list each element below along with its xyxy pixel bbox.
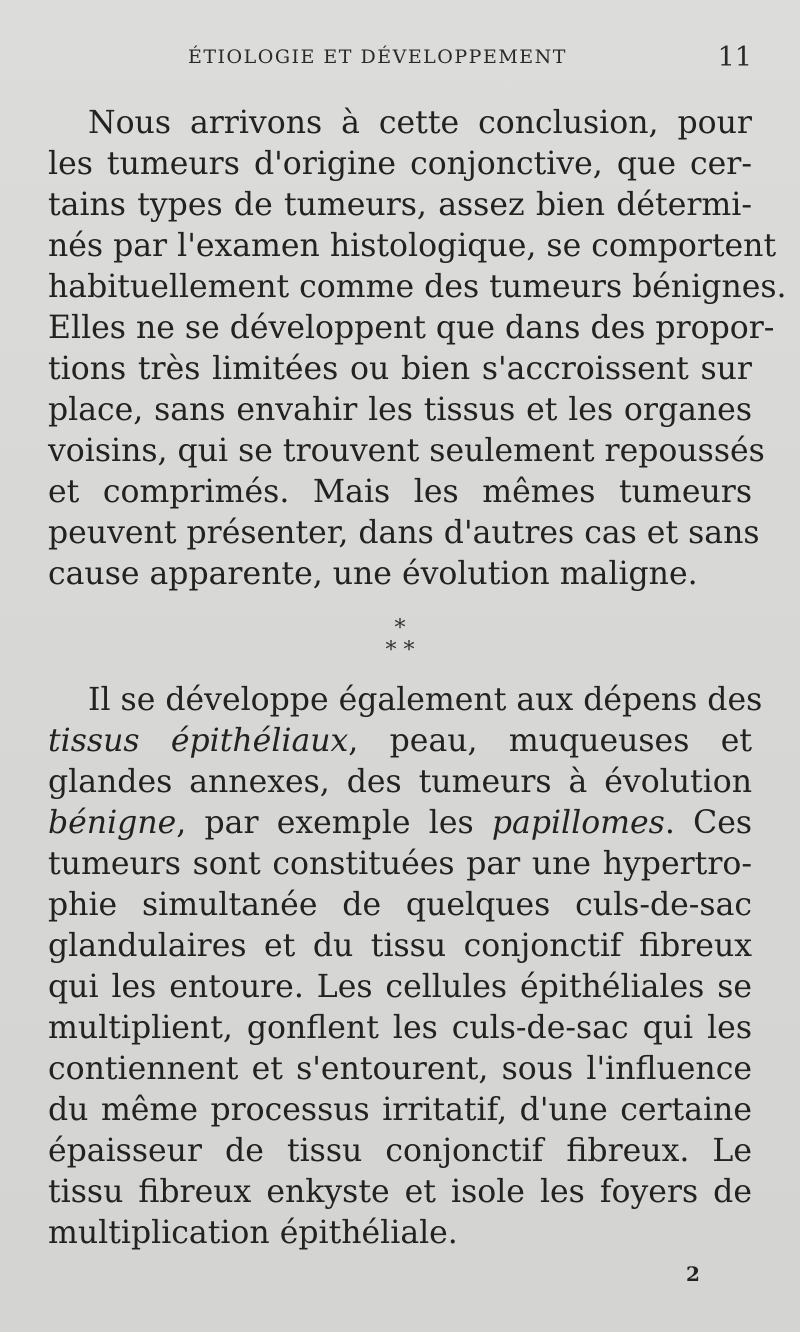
section-separator: [0, 618, 800, 662]
text-line: qui les entoure. Les cellules épithéliales se: [48, 969, 752, 1005]
text-line: cause apparente, une évolution maligne.: [48, 556, 698, 592]
text-line: et comprimés. Mais les mêmes tumeurs: [48, 474, 752, 510]
text-line: multiplication épithéliale.: [48, 1215, 458, 1251]
text-line: Il se développe également aux dépens des: [88, 682, 763, 718]
text-fragment: . Ces: [664, 805, 753, 841]
text-line: épaisseur de tissu conjonctif fibreux. Le: [48, 1133, 752, 1169]
text-line: nés par l'examen histologique, se comportent: [48, 228, 777, 264]
text-line: [48, 803, 752, 844]
text-line: tions très limitées ou bien s'accroissent sur: [48, 351, 752, 387]
text-line: les tumeurs d'origine conjonctive, que cer-: [48, 146, 752, 182]
page-header: [48, 42, 752, 76]
paragraph-2: [48, 680, 763, 1254]
italic-term: papillomes: [491, 805, 665, 841]
text-fragment: , peau, muqueuses et: [348, 723, 752, 759]
text-line: phie simultanée de quelques culs-de-sac: [48, 887, 752, 923]
signature-mark: 2: [686, 1262, 700, 1286]
text-line: Elles ne se développent que dans des propor-: [48, 310, 775, 346]
text-line: tains types de tumeurs, assez bien détermi-: [48, 187, 752, 223]
text-line: tumeurs sont constituées par une hypertro-: [48, 846, 752, 882]
italic-term: tissus épithéliaux: [48, 723, 349, 759]
text-line: Nous arrivons à cette conclusion, pour: [88, 105, 752, 141]
text-line: glandulaires et du tissu conjonctif fibreux: [48, 928, 752, 964]
text-line: peuvent présenter, dans d'autres cas et sans: [48, 515, 760, 551]
paragraph-1: [48, 103, 787, 595]
text-line: voisins, qui se trouvent seulement repoussés: [48, 433, 765, 469]
text-line: place, sans envahir les tissus et les organes: [48, 392, 752, 428]
separator-star-top: *: [394, 616, 406, 641]
page-number: 11: [717, 42, 752, 73]
text-line: [48, 721, 752, 762]
italic-term: bénigne: [48, 805, 177, 841]
text-line: habituellement comme des tumeurs bénignes.: [48, 269, 787, 305]
separator-star-bottom: * *: [385, 638, 415, 663]
running-title: ÉTIOLOGIE ET DÉVELOPPEMENT: [188, 46, 567, 68]
text-line: du même processus irritatif, d'une certaine: [48, 1092, 752, 1128]
text-fragment: , par exemple les: [176, 805, 492, 841]
text-line: multiplient, gonflent les culs-de-sac qui les: [48, 1010, 752, 1046]
text-line: tissu fibreux enkyste et isole les foyers de: [48, 1174, 752, 1210]
text-line: glandes annexes, des tumeurs à évolution: [48, 764, 752, 800]
text-line: contiennent et s'entourent, sous l'influence: [48, 1051, 752, 1087]
